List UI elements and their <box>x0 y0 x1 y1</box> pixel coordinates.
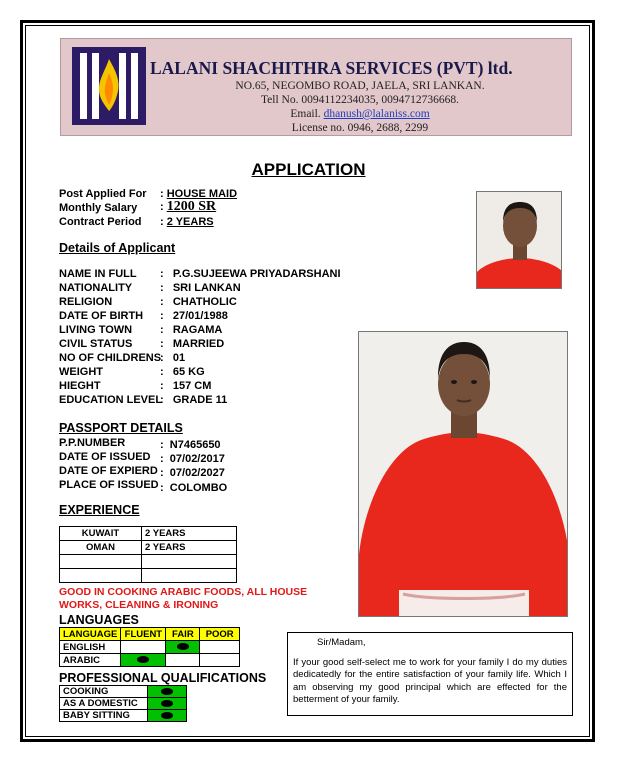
applicant-label: CIVIL STATUS <box>59 338 133 350</box>
email-link[interactable]: dhanush@lalaniss.com <box>323 108 430 120</box>
table-row: ARABIC <box>60 654 240 667</box>
passport-label: P.P.NUMBER <box>59 437 126 449</box>
salary-value: : 1200 SR <box>160 199 217 214</box>
applicant-label: RELIGION <box>59 296 113 308</box>
table-row: BABY SITTING <box>60 710 187 722</box>
applicant-value: : MARRIED <box>160 338 225 350</box>
company-license: License no. 0946, 2688, 2299 <box>291 122 429 134</box>
company-name: LALANI SHACHITHRA SERVICES (PVT) ltd. <box>150 58 513 78</box>
check-dot <box>161 712 173 719</box>
table-row: COOKING <box>60 686 187 698</box>
cover-letter <box>287 632 573 716</box>
experience-table <box>59 526 237 583</box>
check-dot <box>177 643 189 650</box>
applicant-value: : 01 <box>160 352 186 364</box>
applicant-label: WEIGHT <box>59 366 103 378</box>
skills-note: GOOD IN COOKING ARABIC FOODS, ALL HOUSE WORKS, CLEANING & IRONING <box>59 586 308 611</box>
table-row <box>60 569 237 583</box>
company-address: NO.65, NEGOMBO ROAD, JAELA, SRI LANKAN. <box>235 80 485 92</box>
applicant-value: : CHATHOLIC <box>160 296 237 308</box>
salary-label: Monthly Salary <box>59 202 138 214</box>
passport-label: DATE OF ISSUED <box>59 451 151 463</box>
table-row: KUWAIT 2 YEARS <box>60 527 237 541</box>
applicant-label: HIEGHT <box>59 380 101 392</box>
applicant-label: EDUCATION LEVEL <box>59 394 163 406</box>
applicant-label: NATIONALITY <box>59 282 133 294</box>
applicant-label: LIVING TOWN <box>59 324 133 336</box>
post-label: Post Applied For <box>59 188 147 200</box>
applicant-value: : 65 KG <box>160 366 205 378</box>
passport-value: : COLOMBO <box>160 482 228 494</box>
page-title: APPLICATION <box>251 160 366 179</box>
letter-salutation: Sir/Madam, <box>317 637 366 648</box>
applicant-photo-full <box>358 331 568 617</box>
applicant-heading: Details of Applicant <box>59 241 176 255</box>
post-value: : HOUSE MAID <box>160 188 238 200</box>
applicant-value: : 157 CM <box>160 380 212 392</box>
email-label: Email. <box>290 108 321 120</box>
passport-value: : 07/02/2027 <box>160 467 225 479</box>
table-row: ENGLISH <box>60 641 240 654</box>
applicant-label: NAME IN FULL <box>59 268 137 280</box>
qualifications-heading: PROFESSIONAL QUALIFICATIONS <box>59 671 267 685</box>
applicant-value: : GRADE 11 <box>160 394 228 406</box>
table-row: OMAN 2 YEARS <box>60 541 237 555</box>
contract-value: : 2 YEARS <box>160 216 214 228</box>
passport-value: : N7465650 <box>160 439 221 451</box>
languages-table <box>59 627 240 667</box>
passport-heading: PASSPORT DETAILS <box>59 421 183 435</box>
qualifications-table <box>59 685 187 722</box>
passport-value: : 07/02/2017 <box>160 453 225 465</box>
company-email-line <box>160 108 560 120</box>
table-header-row: LANGUAGE FLUENT FAIR POOR <box>60 628 240 641</box>
applicant-value: : P.G.SUJEEWA PRIYADARSHANI <box>160 268 341 280</box>
applicant-value: : SRI LANKAN <box>160 282 241 294</box>
passport-label: DATE OF EXPIERD <box>59 465 158 477</box>
check-dot <box>161 700 173 707</box>
table-row <box>60 555 237 569</box>
applicant-label: DATE OF BIRTH <box>59 310 144 322</box>
applicant-photo-small <box>476 191 562 289</box>
passport-label: PLACE OF ISSUED <box>59 479 159 491</box>
experience-heading: EXPERIENCE <box>59 503 140 517</box>
check-dot <box>161 688 173 695</box>
applicant-label: NO OF CHILDRENS <box>59 352 162 364</box>
applicant-value: : RAGAMA <box>160 324 223 336</box>
applicant-value: : 27/01/1988 <box>160 310 228 322</box>
company-phone: Tell No. 0094112234035, 0094712736668. <box>260 94 460 106</box>
check-dot <box>137 656 149 663</box>
company-logo <box>72 47 146 125</box>
flame-icon <box>95 59 123 111</box>
table-row: AS A DOMESTIC <box>60 698 187 710</box>
languages-heading: LANGUAGES <box>59 613 139 627</box>
letter-body: If your good self-select me to work for your family I do my duties dedicatedly for the entire satisfaction of your family life. Which I am observing my good principal which are effected for the betterment of your family. <box>293 656 567 705</box>
contract-label: Contract Period <box>59 216 142 228</box>
